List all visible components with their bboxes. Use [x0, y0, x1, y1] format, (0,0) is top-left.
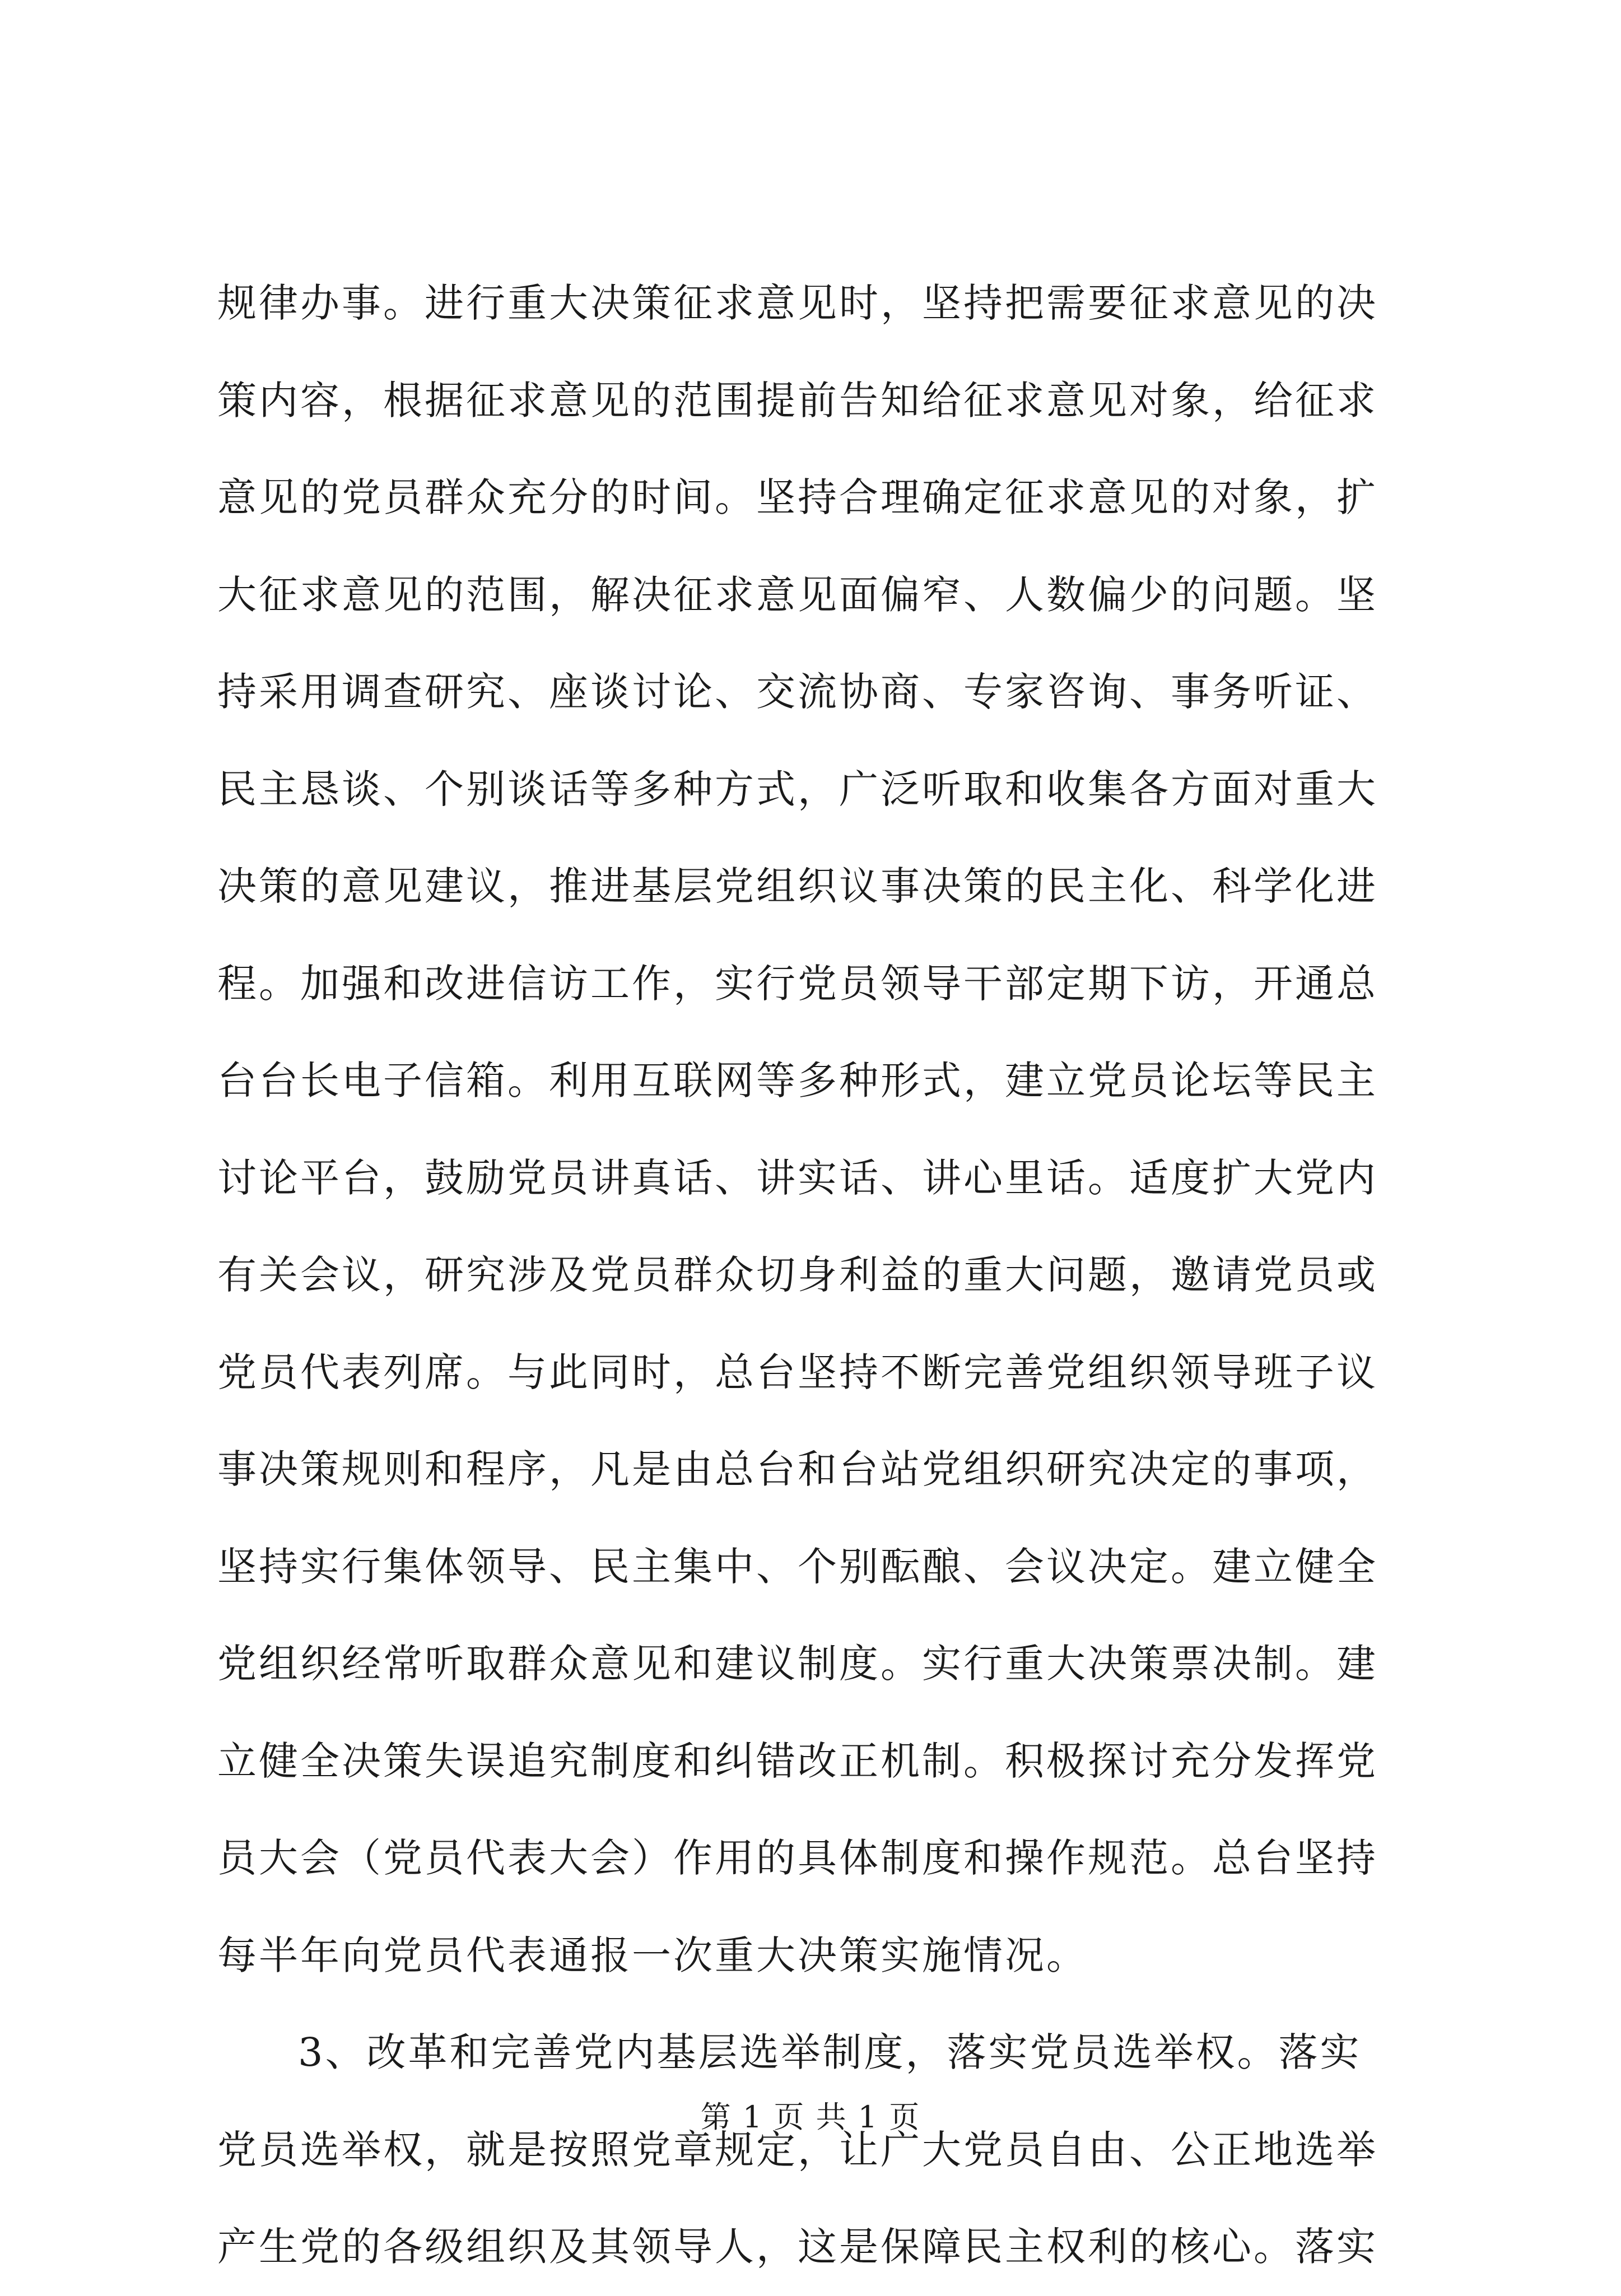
text-line: 有关会议，研究涉及党员群众切身利益的重大问题，邀请党员或	[217, 1252, 1378, 1298]
text-line: 决策的意见建议，推进基层党组织议事决策的民主化、科学化进	[217, 863, 1378, 909]
text-line: 产生党的各级组织及其领导人，这是保障民主权利的核心。落实	[217, 2224, 1378, 2270]
text-line: 坚持实行集体领导、民主集中、个别酝酿、会议决定。建立健全	[217, 1543, 1378, 1590]
text-line: 策内容，根据征求意见的范围提前告知给征求意见对象，给征求	[217, 377, 1378, 423]
text-line: 每半年向党员代表通报一次重大决策实施情况。	[217, 1932, 1088, 1978]
text-line: 讨论平台，鼓励党员讲真话、讲实话、讲心里话。适度扩大党内	[217, 1154, 1378, 1201]
text-line: 规律办事。进行重大决策征求意见时，坚持把需要征求意见的决	[217, 280, 1378, 326]
paragraph-first-line: 3、改革和完善党内基层选举制度，落实党员选举权。落实	[298, 2029, 1362, 2075]
text-line: 民主恳谈、个别谈话等多种方式，广泛听取和收集各方面对重大	[217, 766, 1378, 812]
text-line: 事决策规则和程序，凡是由总台和台站党组织研究决定的事项，	[217, 1446, 1378, 1492]
page-number-footer: 第 1 页 共 1 页	[700, 2099, 921, 2135]
text-line: 党员选举权，就是按照党章规定，让广大党员自由、公正地选举	[217, 2126, 1378, 2173]
text-line: 程。加强和改进信访工作，实行党员领导干部定期下访，开通总	[217, 960, 1378, 1007]
text-line: 员大会（党员代表大会）作用的具体制度和操作规范。总台坚持	[217, 1835, 1378, 1881]
text-line: 意见的党员群众充分的时间。坚持合理确定征求意见的对象，扩	[217, 474, 1378, 520]
text-line: 台台长电子信箱。利用互联网等多种形式，建立党员论坛等民主	[217, 1058, 1378, 1103]
body-text	[217, 255, 1410, 2296]
text-line: 持采用调查研究、座谈讨论、交流协商、专家咨询、事务听证、	[217, 669, 1378, 715]
text-line: 大征求意见的范围，解决征求意见面偏窄、人数偏少的问题。坚	[217, 571, 1378, 618]
text-line: 立健全决策失误追究制度和纠错改正机制。积极探讨充分发挥党	[217, 1738, 1378, 1784]
text-line: 党组织经常听取群众意见和建议制度。实行重大决策票决制。建	[217, 1641, 1378, 1687]
text-line: 党员代表列席。与此同时，总台坚持不断完善党组织领导班子议	[217, 1349, 1378, 1395]
